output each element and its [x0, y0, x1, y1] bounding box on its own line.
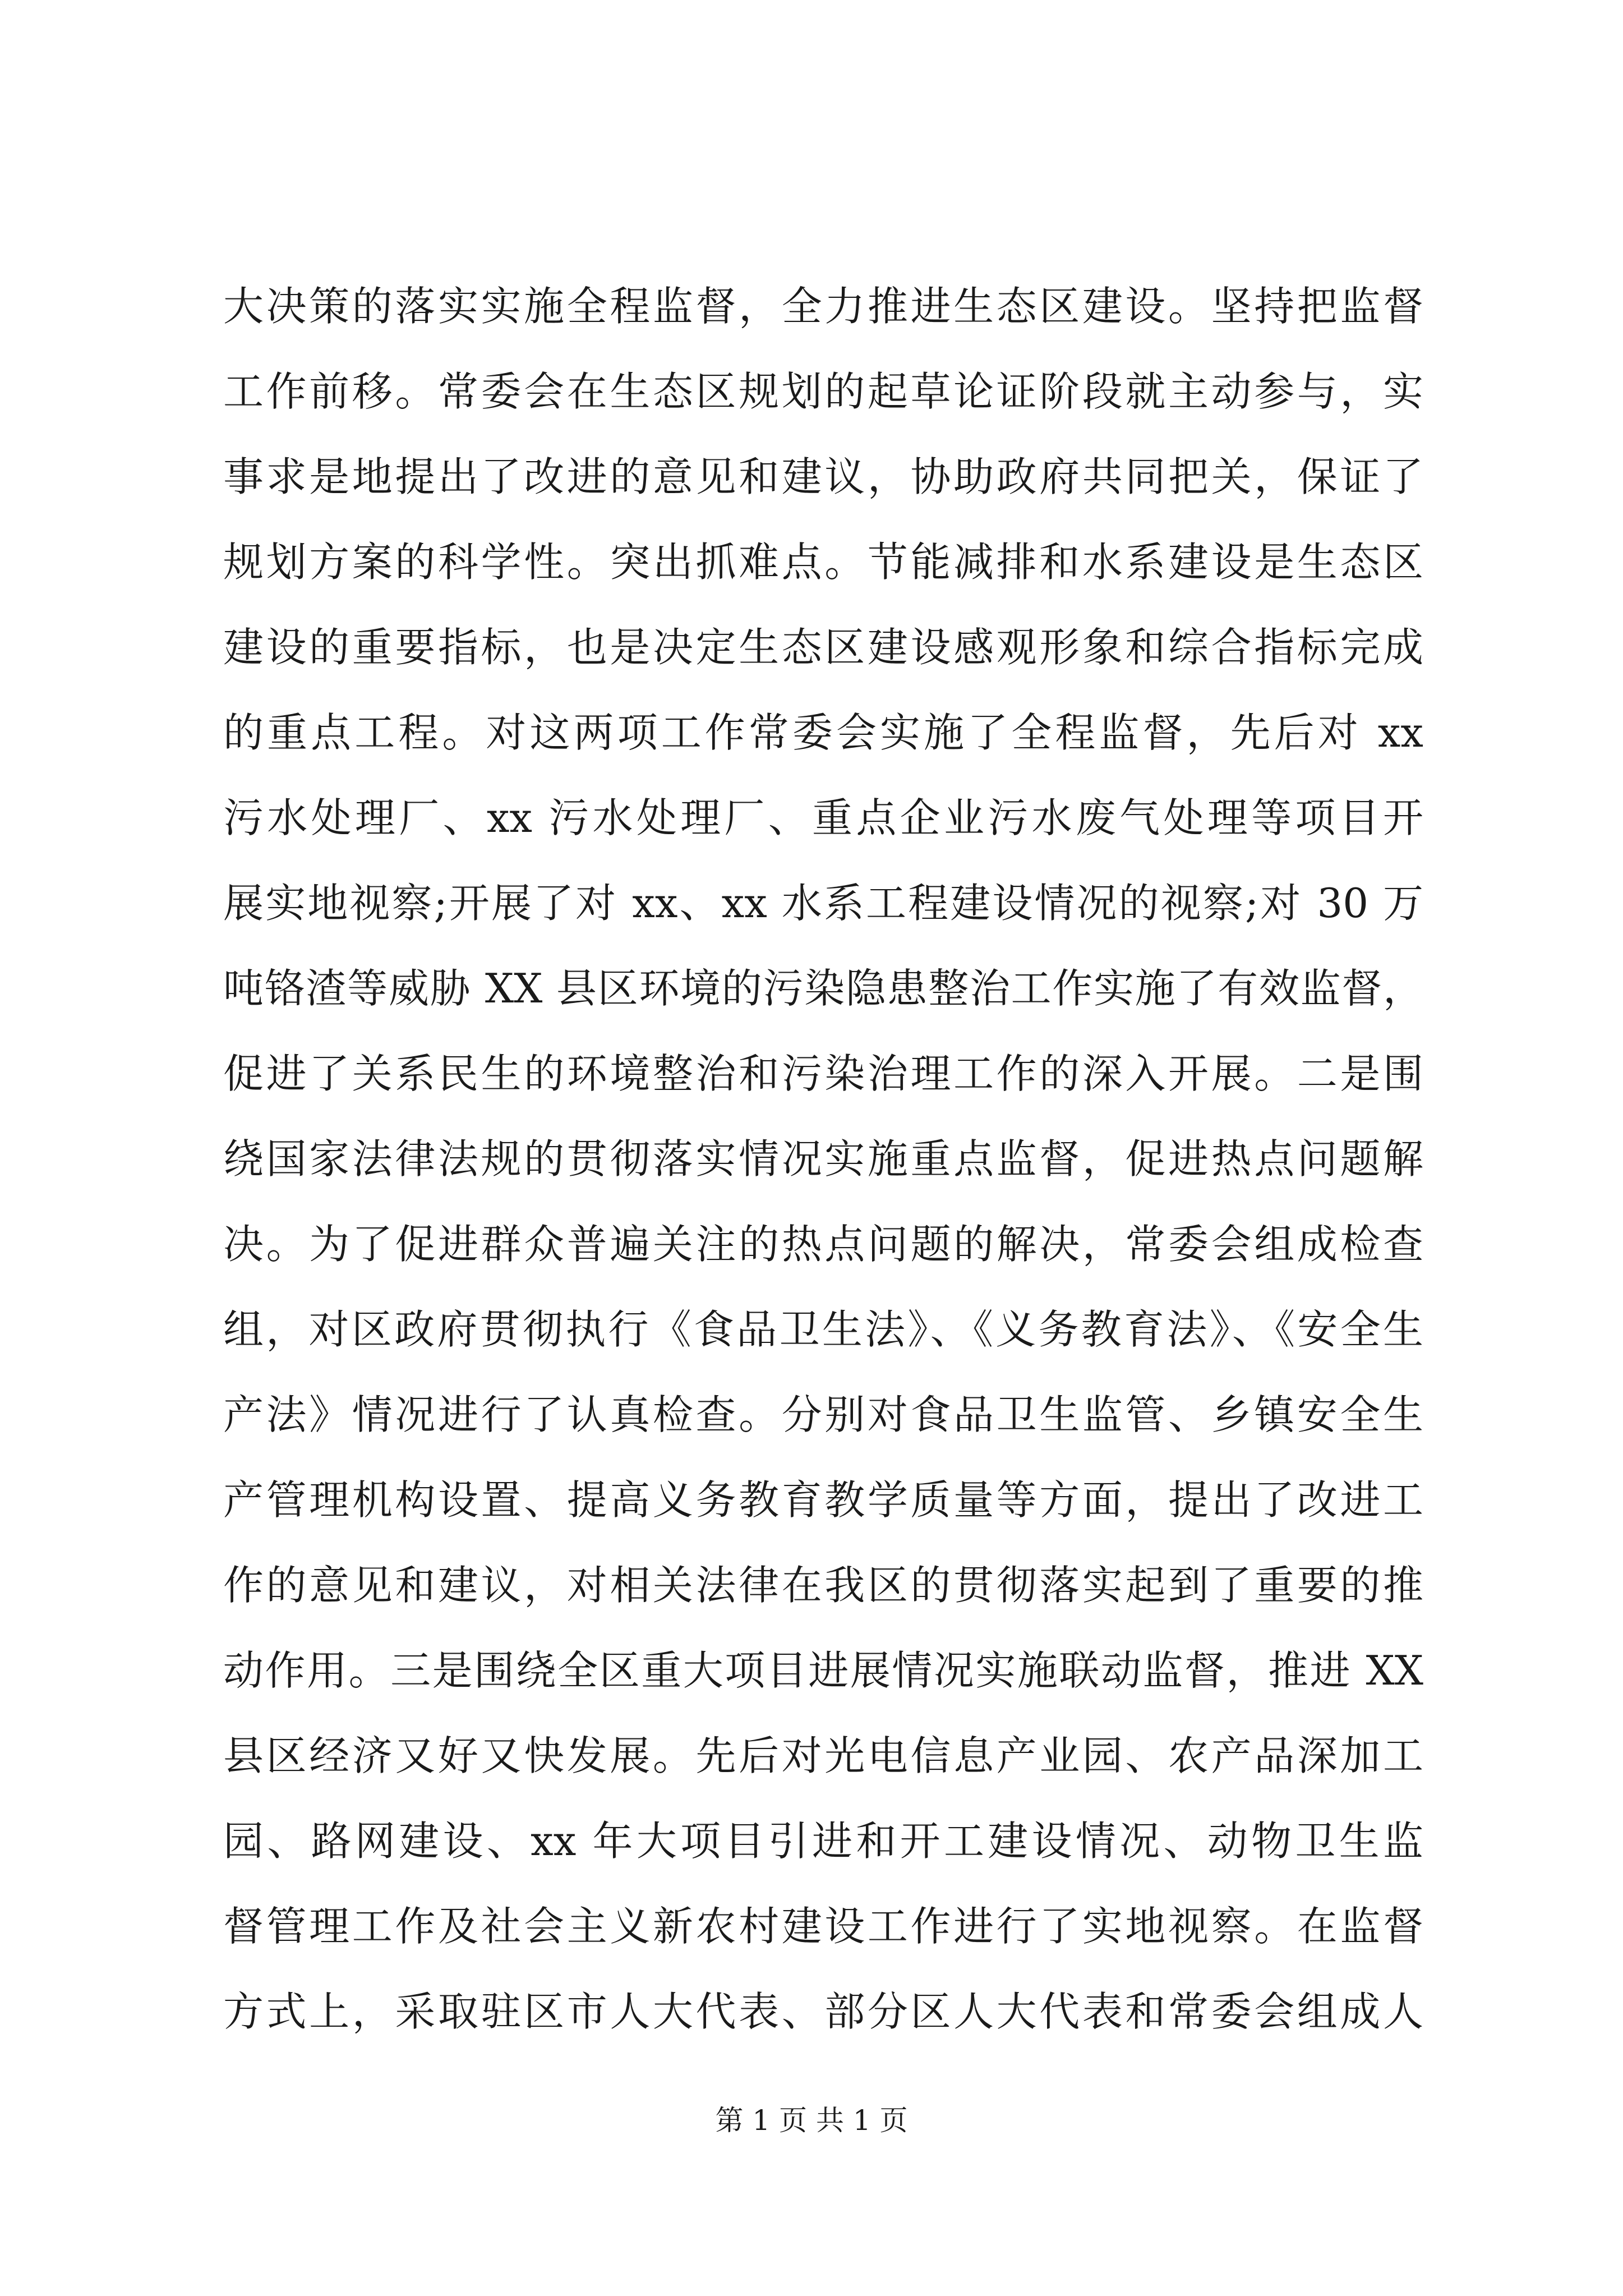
text-line: 的重点工程。对这两项工作常委会实施了全程监督，先后对 xx	[223, 709, 1423, 756]
text-line: 吨铬渣等威胁 XX 县区环境的污染隐患整治工作实施了有效监督，	[223, 965, 1423, 1012]
text-line: 产管理机构设置、提高义务教育教学质量等方面，提出了改进工	[223, 1476, 1423, 1524]
text-line: 展实地视察;开展了对 xx、xx 水系工程建设情况的视察;对 30 万	[223, 880, 1423, 927]
text-line: 产法》情况进行了认真检查。分别对食品卫生监管、乡镇安全生	[223, 1391, 1423, 1438]
text-line: 污水处理厂、xx 污水处理厂、重点企业污水废气处理等项目开	[223, 794, 1423, 841]
text-line: 绕国家法律法规的贯彻落实情况实施重点监督，促进热点问题解	[223, 1135, 1423, 1182]
text-line: 方式上，采取驻区市人大代表、部分区人大代表和常委会组成人	[223, 1988, 1423, 2035]
text-line: 动作用。三是围绕全区重大项目进展情况实施联动监督，推进 XX	[223, 1647, 1423, 1694]
text-line: 事求是地提出了改进的意见和建议，协助政府共同把关，保证了	[223, 453, 1423, 500]
body-text	[223, 264, 1423, 2054]
page-footer: 第 1 页 共 1 页	[715, 2104, 908, 2137]
text-line: 建设的重要指标，也是决定生态区建设感观形象和综合指标完成	[223, 624, 1423, 671]
text-line: 县区经济又好又快发展。先后对光电信息产业园、农产品深加工	[223, 1732, 1423, 1779]
text-line: 组，对区政府贯彻执行《食品卫生法》、《义务教育法》、《安全生	[223, 1306, 1423, 1353]
text-line: 规划方案的科学性。突出抓难点。节能减排和水系建设是生态区	[223, 539, 1423, 586]
text-line: 促进了关系民生的环境整治和污染治理工作的深入开展。二是围	[223, 1050, 1423, 1097]
text-line: 作的意见和建议，对相关法律在我区的贯彻落实起到了重要的推	[223, 1562, 1423, 1609]
text-line: 园、路网建设、xx 年大项目引进和开工建设情况、动物卫生监	[223, 1818, 1423, 1865]
text-line: 决。为了促进群众普遍关注的热点问题的解决，常委会组成检查	[223, 1221, 1423, 1268]
text-line: 工作前移。常委会在生态区规划的起草论证阶段就主动参与，实	[223, 368, 1423, 415]
text-line: 督管理工作及社会主义新农村建设工作进行了实地视察。在监督	[223, 1903, 1423, 1950]
text-line: 大决策的落实实施全程监督，全力推进生态区建设。坚持把监督	[223, 283, 1423, 330]
